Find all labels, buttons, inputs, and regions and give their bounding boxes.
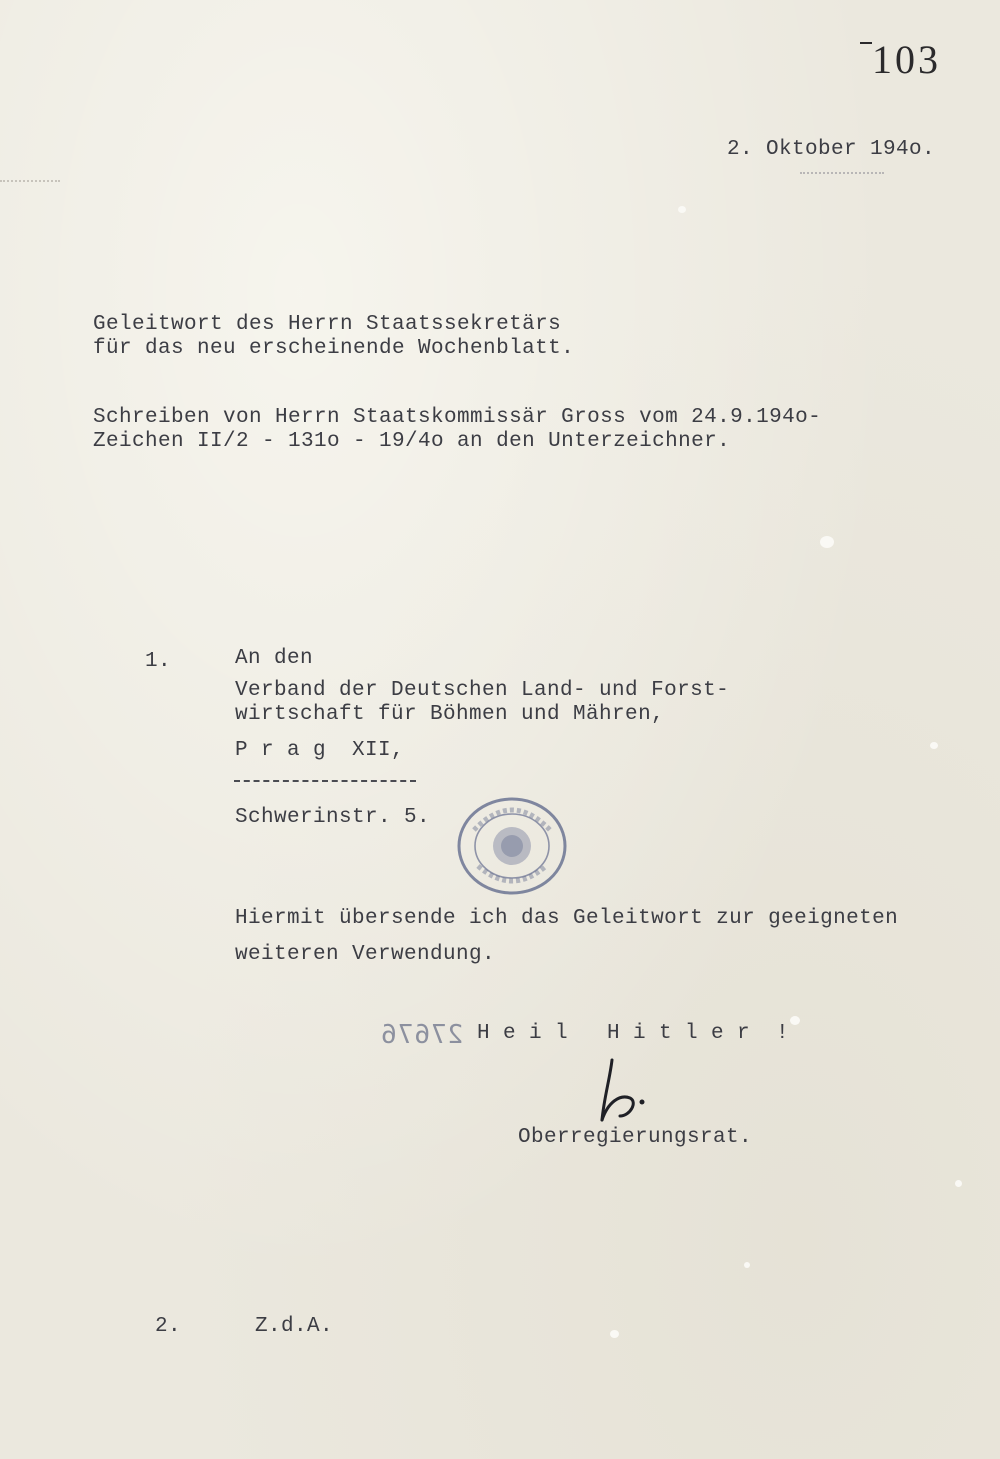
subject-line-1: Geleitwort des Herrn Staatssekretärs: [93, 313, 562, 336]
letter-date: 2. Oktober 194o.: [727, 138, 936, 161]
paper-speck: [744, 1262, 750, 1268]
item-1-number: 1.: [145, 650, 172, 673]
recipient-city: P r a g XII,: [235, 739, 405, 762]
recipient-street: Schwerinstr. 5.: [235, 806, 431, 829]
signatory-title: Oberregierungsrat.: [518, 1126, 753, 1149]
page-number: 103: [872, 37, 941, 82]
subject-line-2: für das neu erscheinende Wochenblatt.: [93, 337, 575, 360]
item-2-number: 2.: [155, 1315, 182, 1338]
paper-speck: [930, 742, 938, 749]
paper-speck: [820, 536, 834, 548]
page-number-mark: [860, 42, 872, 44]
reference-line-2: Zeichen II/2 - 131o - 19/4o an den Unterzeichner.: [93, 430, 731, 453]
margin-mark: [0, 180, 60, 182]
body-line-2: weiteren Verwendung.: [235, 943, 496, 966]
recipient-line-1: Verband der Deutschen Land- und Forst-: [235, 679, 730, 702]
reference-line-1: Schreiben von Herrn Staatskommissär Gross vom 24.9.194o-: [93, 406, 822, 429]
recipient-line-2: wirtschaft für Böhmen und Mähren,: [235, 703, 665, 726]
filing-note: Z.d.A.: [255, 1315, 334, 1338]
closing-salutation: H e i l H i t l e r !: [477, 1022, 790, 1045]
archive-number-stamp: 27676: [380, 1020, 464, 1050]
paper-speck: [610, 1330, 619, 1338]
date-underline: [800, 172, 884, 174]
body-line-1: Hiermit übersende ich das Geleitwort zur geeigneten: [235, 907, 899, 930]
paper-speck: [955, 1180, 962, 1187]
address-rule: [234, 780, 416, 782]
recipient-salutation: An den: [235, 647, 314, 670]
paper-speck: [790, 1016, 800, 1025]
archive-stamp: [456, 796, 568, 896]
paper-speck: [678, 206, 686, 213]
signature: [590, 1054, 670, 1128]
